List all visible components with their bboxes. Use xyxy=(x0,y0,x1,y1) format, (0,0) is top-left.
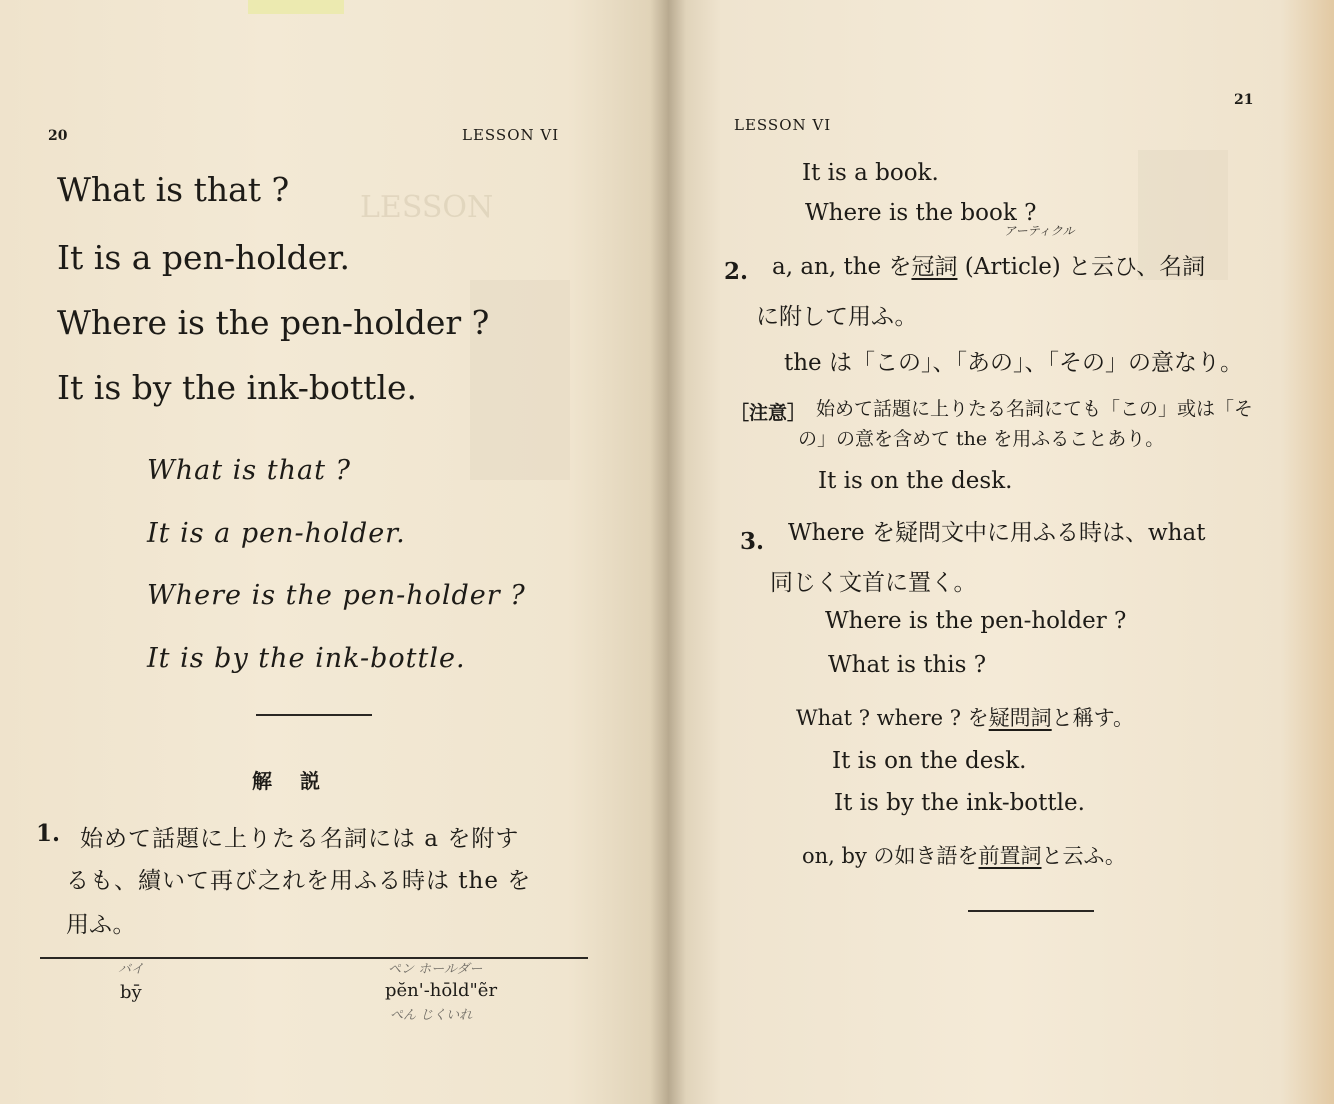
running-head: LESSON VI xyxy=(734,116,832,134)
preposition-line xyxy=(802,840,1126,870)
note-3-line-1: Where を疑問文中に用ふる時は、what xyxy=(788,520,1206,546)
handwritten-gloss-penholder-bottom: ぺん じくいれ xyxy=(390,1008,473,1023)
example-it-is-by-the-ink-bottle: It is by the ink-bottle. xyxy=(834,790,1085,816)
line-where-is-the-book: Where is the book ? xyxy=(805,200,1037,226)
example-what-is-this: What is this ? xyxy=(828,652,987,678)
caution-line-1: 始めて話題に上りたる名詞にても「この」或は「そ xyxy=(816,398,1254,420)
keyword-article: 冠詞 xyxy=(911,254,958,280)
interrogative-line xyxy=(796,702,1134,732)
preposition-text-a: on, by の如き語を xyxy=(802,844,979,868)
caution-line-2: の」の意を含めて the を用ふることあり。 xyxy=(798,428,1165,450)
print-line-1: What is that ? xyxy=(57,170,290,209)
caution-label: ［注意］ xyxy=(730,402,807,424)
script-line-2: It is a pen-holder. xyxy=(147,518,406,549)
note-2-number: 2. xyxy=(724,258,749,285)
interrogative-text-b: と稱す。 xyxy=(1051,706,1135,730)
script-line-3: Where is the pen-holder ? xyxy=(147,580,526,611)
note-1-line-3: 用ふ。 xyxy=(66,912,136,938)
keyword-preposition: 前置詞 xyxy=(978,844,1042,868)
book-gutter xyxy=(650,0,686,1104)
print-line-4: It is by the ink-bottle. xyxy=(57,368,418,407)
example-it-is-on-the-desk: It is on the desk. xyxy=(832,748,1027,774)
note-1-number: 1. xyxy=(36,820,61,847)
note-1-line-1: 始めて話題に上りたる名詞には a を附す xyxy=(80,826,520,852)
section-title: 解 説 xyxy=(252,769,324,793)
note-3-line-2: 同じく文首に置く。 xyxy=(770,570,977,596)
keyword-interrogative: 疑問詞 xyxy=(988,706,1052,730)
right-page xyxy=(668,0,1334,1104)
footnote-by: bȳ xyxy=(120,982,142,1003)
page-number: 20 xyxy=(48,128,68,144)
page-number: 21 xyxy=(1234,92,1254,108)
script-line-4: It is by the ink-bottle. xyxy=(147,643,466,674)
ruby-article: アーティクル xyxy=(1004,224,1075,238)
line-it-is-on-the-desk: It is on the desk. xyxy=(818,468,1013,494)
note-2-line-2: に附して用ふ。 xyxy=(756,304,918,330)
end-divider xyxy=(968,910,1094,912)
handwritten-gloss-penholder-top: ペン ホールダー xyxy=(388,962,483,977)
note-2-text-b: (Article) と云ひ、名詞 xyxy=(964,254,1206,280)
running-head: LESSON VI xyxy=(462,126,560,144)
preposition-text-b: と云ふ。 xyxy=(1041,844,1126,868)
note-2-line-3: the は「この」、「あの」、「その」の意なり。 xyxy=(784,350,1243,376)
note-1-line-2: るも、續いて再び之れを用ふる時は the を xyxy=(66,868,532,894)
line-it-is-a-book: It is a book. xyxy=(802,160,939,186)
note-3-number: 3. xyxy=(740,528,765,555)
print-line-2: It is a pen-holder. xyxy=(57,238,350,277)
sticky-note-tab xyxy=(248,0,344,14)
section-divider xyxy=(256,714,372,716)
footnote-penholder: pĕn'-hōld"ẽr xyxy=(385,980,498,1001)
interrogative-text-a: What ? where ? を xyxy=(796,706,989,730)
note-2-line-1 xyxy=(772,248,1205,281)
script-line-1: What is that ? xyxy=(147,455,351,486)
note-2-text-a: a, an, the を xyxy=(772,254,912,280)
handwritten-gloss-by: バイ xyxy=(118,962,145,977)
show-through-text: LESSON xyxy=(360,190,494,225)
print-line-3: Where is the pen-holder ? xyxy=(57,303,490,342)
example-where-is-the-pen-holder: Where is the pen-holder ? xyxy=(825,608,1127,634)
